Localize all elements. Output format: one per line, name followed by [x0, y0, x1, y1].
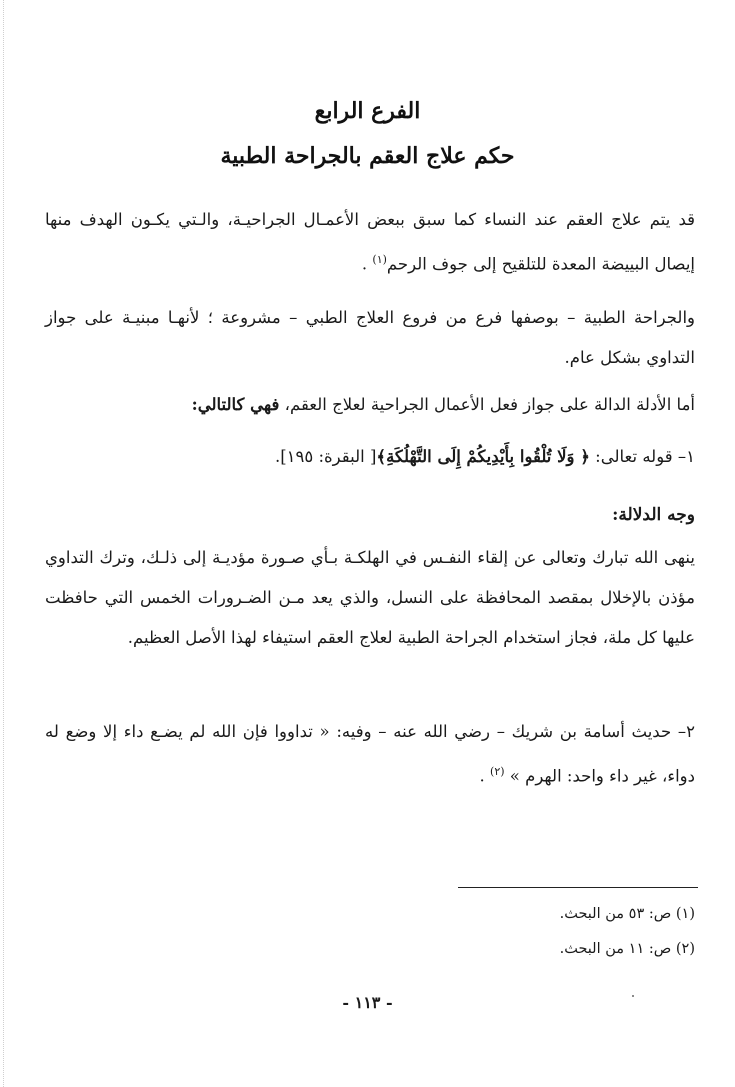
heading-wajh-aldalala: وجه الدلالة: — [612, 505, 695, 525]
footnote-ref-2: (٢) — [490, 765, 505, 778]
paragraph-5: ينهى الله تبارك وتعالى عن إلقاء النفـس في الهلكـة بـأي صـورة مؤديـة إلى ذلـك، وترك التداوي مؤذن بالإخلال بمقصد المحافظة على النسل، والذي يعد مـن الضـرورات الخمس التي حافظت عليها كل ملة، فجاز استخدام الجراحة الطبية لعلاج العقم استيفاء لهذا الأصل العظيم. — [45, 548, 695, 647]
paragraph-2: والجراحة الطبية – بوصفها فرع من فروع العلاج الطبي – مشروعة ؛ لأنهـا مبنيـة على جواز التداوي بشكل عام. — [45, 308, 695, 367]
paragraph-3-text: أما الأدلة الدالة على جواز فعل الأعمال الجراحية لعلاج العقم، — [279, 395, 695, 414]
section-title: حكم علاج العقم بالجراحة الطبية — [220, 143, 515, 169]
footnote-2: (٢) ص: ١١ من البحث. — [559, 941, 695, 957]
page-number: - ١١٣ - — [342, 993, 393, 1012]
footnote-ref-1: (١) — [372, 253, 387, 266]
quran-verse: ﴿ وَلَا تُلْقُوا بِأَيْدِيكُمْ إِلَى التَّهْلُكَةِ﴾ — [376, 447, 590, 466]
paragraph-3 — [45, 385, 695, 425]
paragraph-4-prefix: ١– قوله تعالى: — [589, 447, 695, 466]
paragraph-3-bold: فهي كالتالي: — [191, 395, 280, 414]
paragraph-6-end: . — [479, 766, 491, 786]
paragraph-6-text: ٢– حديث أسامة بن شريك – رضي الله عنه – وفيه: « تداووا فإن الله لم يضـع داء إلا وضع له دواء، غير داء واحد: الهرم » — [45, 722, 695, 786]
paragraph-1 — [45, 200, 695, 285]
footnote-separator — [458, 887, 698, 888]
paragraph-4 — [45, 437, 695, 477]
footnote-1: (١) ص: ٥٣ من البحث. — [559, 906, 695, 922]
section-label: الفرع الرابع — [314, 98, 421, 124]
paragraph-1-text: قد يتم علاج العقم عند النساء كما سبق ببعض الأعمـال الجراحيـة، والـتي يكـون الهدف منها إيصال البييضة المعدة للتلقيح إلى جوف الرحم — [45, 210, 695, 274]
paragraph-6 — [45, 712, 695, 797]
paragraph-1-end: . — [361, 254, 373, 274]
verse-reference: [ البقرة: ١٩٥]. — [274, 447, 377, 466]
